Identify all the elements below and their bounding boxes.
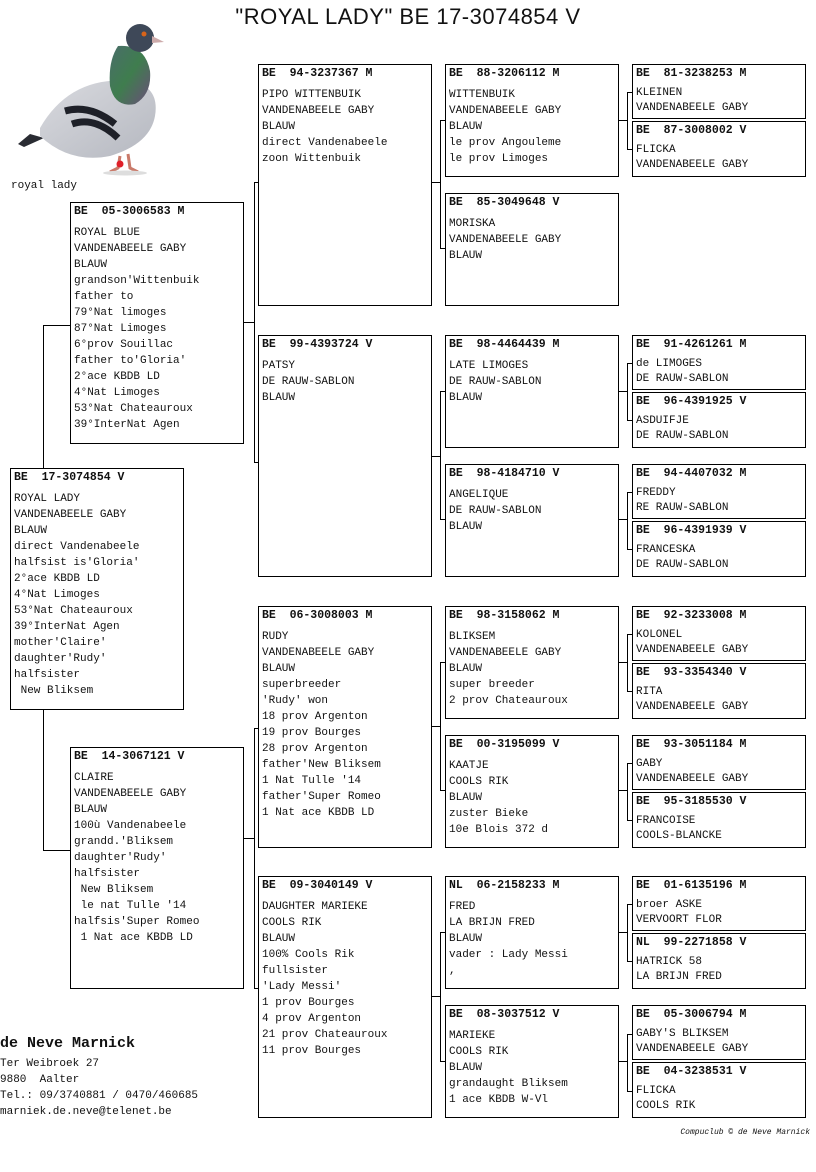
- connector: [432, 996, 440, 997]
- ring-number: BE 93-3051184 M: [636, 738, 747, 751]
- pedigree-box-ss: [258, 64, 432, 306]
- pedigree-line: father to'Gloria': [74, 355, 187, 367]
- pedigree-box-g5: [632, 1062, 806, 1118]
- pedigree-line: MARIEKE: [449, 1030, 496, 1042]
- pedigree-line: VANDENABEELE GABY: [74, 243, 187, 255]
- pedigree-line: 1 Nat ace KBDB LD: [262, 807, 375, 819]
- pedigree-box-main: [10, 468, 184, 710]
- pedigree-line: superbreeder: [262, 679, 342, 691]
- pedigree-line: VANDENABEELE GABY: [74, 788, 187, 800]
- pedigree-line: New Bliksem: [74, 884, 154, 896]
- pedigree-box-dam: [70, 747, 244, 989]
- pedigree-line: halfsist is'Gloria': [14, 557, 140, 569]
- ring-number: BE 08-3037512 V: [449, 1008, 560, 1021]
- pedigree-line: zuster Bieke: [449, 808, 529, 820]
- pedigree-line: 10e Blois 372 d: [449, 824, 549, 836]
- connector: [43, 325, 70, 326]
- pedigree-box-g5: [632, 335, 806, 390]
- pedigree-line: VANDENABEELE GABY: [636, 1043, 749, 1055]
- ring-number: NL 99-2271858 V: [636, 936, 747, 949]
- connector: [432, 456, 440, 457]
- pedigree-line: halfsister: [14, 669, 81, 681]
- pedigree-line: 28 prov Argenton: [262, 743, 368, 755]
- pedigree-box-sss: [445, 64, 619, 177]
- ring-number: BE 98-3158062 M: [449, 609, 560, 622]
- pedigree-line: BLAUW: [262, 392, 296, 404]
- connector: [619, 120, 627, 121]
- pedigree-line: LATE LIMOGES: [449, 360, 529, 372]
- pedigree-line: 53°Nat Chateauroux: [14, 605, 133, 617]
- pedigree-line: ,: [449, 965, 456, 977]
- pedigree-line: FRED: [449, 901, 476, 913]
- owner-info: [0, 1035, 198, 1120]
- pedigree-line: VANDENABEELE GABY: [636, 159, 749, 171]
- pedigree-line: BLAUW: [449, 933, 483, 945]
- pedigree-box-sire: [70, 202, 244, 444]
- pedigree-line: 1 Nat Tulle '14: [262, 775, 362, 787]
- ring-number: BE 91-4261261 M: [636, 338, 747, 351]
- pedigree-line: direct Vandenabeele: [14, 541, 140, 553]
- pedigree-line: FRANCOISE: [636, 815, 696, 827]
- pedigree-line: DE RAUW-SABLON: [449, 505, 542, 517]
- pedigree-line: 1 Nat ace KBDB LD: [74, 932, 193, 944]
- pedigree-box-ssd: [445, 193, 619, 306]
- pedigree-line: 11 prov Bourges: [262, 1045, 362, 1057]
- pedigree-line: 4°Nat Limoges: [14, 589, 100, 601]
- pedigree-line: BLAUW: [449, 521, 483, 533]
- ring-number: BE 88-3206112 M: [449, 67, 560, 80]
- ring-number: BE 93-3354340 V: [636, 666, 747, 679]
- pedigree-box-sd: [258, 335, 432, 577]
- pedigree-line: COOLS RIK: [449, 1046, 509, 1058]
- pedigree-line: 'Rudy' won: [262, 695, 329, 707]
- pedigree-line: WITTENBUIK: [449, 89, 516, 101]
- pedigree-line: KLEINEN: [636, 87, 683, 99]
- pedigree-line: GABY: [636, 758, 663, 770]
- pedigree-line: KAATJE: [449, 760, 489, 772]
- pedigree-line: BLAUW: [449, 121, 483, 133]
- connector: [440, 391, 441, 519]
- pedigree-line: BLAUW: [74, 804, 108, 816]
- pedigree-line: FLICKA: [636, 1085, 676, 1097]
- pedigree-line: 1 prov Bourges: [262, 997, 355, 1009]
- pedigree-line: DE RAUW-SABLON: [636, 373, 729, 385]
- pedigree-line: 4°Nat Limoges: [74, 387, 160, 399]
- pedigree-line: vader : Lady Messi: [449, 949, 568, 961]
- connector: [254, 728, 255, 988]
- pedigree-box-g5: [632, 876, 806, 931]
- pigeon-photo: [10, 16, 170, 176]
- pedigree-line: 21 prov Chateauroux: [262, 1029, 388, 1041]
- pedigree-title: "ROYAL LADY" BE 17-3074854 V: [235, 4, 581, 29]
- ring-number: BE 95-3185530 V: [636, 795, 747, 808]
- pedigree-line: BLAUW: [262, 933, 296, 945]
- connector: [244, 322, 254, 323]
- owner-email: marniek.de.neve@telenet.be: [0, 1106, 172, 1118]
- connector: [627, 634, 628, 691]
- pedigree-box-dd: [258, 876, 432, 1118]
- pedigree-line: LA BRIJN FRED: [449, 917, 535, 929]
- connector: [43, 325, 44, 468]
- footer-credit: Compuclub © de Neve Marnick: [680, 1128, 810, 1137]
- connector: [627, 363, 628, 420]
- connector: [432, 182, 440, 183]
- pedigree-line: grandd.'Bliksem: [74, 836, 174, 848]
- ring-number: BE 09-3040149 V: [262, 879, 373, 892]
- ring-number: BE 81-3238253 M: [636, 67, 747, 80]
- pedigree-box-g5: [632, 1005, 806, 1060]
- pedigree-line: PIPO WITTENBUIK: [262, 89, 362, 101]
- pedigree-line: 4 prov Argenton: [262, 1013, 362, 1025]
- ring-number: BE 17-3074854 V: [14, 471, 125, 484]
- connector: [619, 519, 627, 520]
- ring-number: BE 85-3049648 V: [449, 196, 560, 209]
- pedigree-line: father to: [74, 291, 134, 303]
- owner-name: de Neve Marnick: [0, 1035, 136, 1052]
- pedigree-box-g5: [632, 392, 806, 448]
- pedigree-line: CLAIRE: [74, 772, 114, 784]
- connector: [244, 838, 254, 839]
- pedigree-box-g5: [632, 521, 806, 577]
- connector: [440, 120, 441, 248]
- pedigree-line: le prov Angouleme: [449, 137, 562, 149]
- pedigree-line: BLAUW: [262, 121, 296, 133]
- pedigree-line: halfsister: [74, 868, 141, 880]
- pedigree-line: MORISKA: [449, 218, 496, 230]
- pedigree-line: VANDENABEELE GABY: [14, 509, 127, 521]
- ring-number: BE 87-3008002 V: [636, 124, 747, 137]
- connector: [619, 932, 627, 933]
- pedigree-box-sdd: [445, 464, 619, 577]
- pedigree-line: 2 prov Chateauroux: [449, 695, 568, 707]
- pedigree-line: 39°InterNat Agen: [14, 621, 120, 633]
- pedigree-line: RUDY: [262, 631, 289, 643]
- pedigree-line: BLAUW: [449, 792, 483, 804]
- pedigree-line: VANDENABEELE GABY: [636, 701, 749, 713]
- ring-number: BE 94-4407032 M: [636, 467, 747, 480]
- pedigree-line: COOLS RIK: [262, 917, 322, 929]
- pedigree-line: grandaught Bliksem: [449, 1078, 568, 1090]
- pedigree-line: direct Vandenabeele: [262, 137, 388, 149]
- ring-number: BE 94-3237367 M: [262, 67, 373, 80]
- pedigree-line: ROYAL LADY: [14, 493, 81, 505]
- ring-number: BE 04-3238531 V: [636, 1065, 747, 1078]
- ring-number: BE 98-4464439 M: [449, 338, 560, 351]
- pedigree-line: 53°Nat Chateauroux: [74, 403, 193, 415]
- connector: [432, 726, 440, 727]
- connector: [440, 662, 441, 790]
- pedigree-box-dsd: [445, 735, 619, 848]
- pedigree-box-dds: [445, 876, 619, 989]
- pedigree-line: daughter'Rudy': [74, 852, 167, 864]
- pedigree-line: DE RAUW-SABLON: [449, 376, 542, 388]
- pedigree-line: VANDENABEELE GABY: [636, 102, 749, 114]
- connector: [627, 92, 628, 149]
- connector: [440, 932, 441, 1061]
- pedigree-line: 1 ace KBDB W-Vl: [449, 1094, 549, 1106]
- connector: [619, 662, 627, 663]
- pedigree-line: broer ASKE: [636, 899, 703, 911]
- pedigree-box-g5: [632, 464, 806, 519]
- pedigree-line: New Bliksem: [14, 685, 94, 697]
- pedigree-line: 2°ace KBDB LD: [14, 573, 100, 585]
- pedigree-line: BLAUW: [14, 525, 48, 537]
- pedigree-line: ROYAL BLUE: [74, 227, 141, 239]
- pedigree-line: GABY'S BLIKSEM: [636, 1028, 729, 1040]
- ring-number: BE 92-3233008 M: [636, 609, 747, 622]
- pedigree-line: fullsister: [262, 965, 329, 977]
- connector: [254, 182, 255, 462]
- pedigree-line: 2°ace KBDB LD: [74, 371, 160, 383]
- owner-phone: Tel.: 09/3740881 / 0470/460685: [0, 1090, 199, 1102]
- pedigree-line: VANDENABEELE GABY: [262, 647, 375, 659]
- pedigree-line: KOLONEL: [636, 629, 683, 641]
- pedigree-line: VANDENABEELE GABY: [449, 105, 562, 117]
- pedigree-line: VANDENABEELE GABY: [262, 105, 375, 117]
- connector: [619, 1061, 627, 1062]
- pedigree-line: super breeder: [449, 679, 535, 691]
- pedigree-box-g5: [632, 933, 806, 989]
- pedigree-box-dss: [445, 606, 619, 719]
- pedigree-line: COOLS RIK: [636, 1100, 696, 1112]
- pedigree-line: BLAUW: [449, 1062, 483, 1074]
- pedigree-box-g5: [632, 663, 806, 719]
- connector: [619, 391, 627, 392]
- pedigree-line: VANDENABEELE GABY: [636, 773, 749, 785]
- ring-number: BE 05-3006794 M: [636, 1008, 747, 1021]
- ring-number: BE 14-3067121 V: [74, 750, 185, 763]
- pedigree-line: COOLS-BLANCKE: [636, 830, 722, 842]
- ring-number: BE 06-3008003 M: [262, 609, 373, 622]
- pedigree-line: 87°Nat Limoges: [74, 323, 167, 335]
- ring-number: BE 01-6135196 M: [636, 879, 747, 892]
- owner-address1: Ter Weibroek 27: [0, 1058, 100, 1070]
- pedigree-box-g5: [632, 735, 806, 790]
- pedigree-line: father'New Bliksem: [262, 759, 381, 771]
- ring-number: BE 96-4391939 V: [636, 524, 747, 537]
- pedigree-box-g5: [632, 64, 806, 119]
- pedigree-line: LA BRIJN FRED: [636, 971, 722, 983]
- pedigree-line: le nat Tulle '14: [74, 900, 187, 912]
- pedigree-line: le prov Limoges: [449, 153, 549, 165]
- connector: [627, 763, 628, 820]
- pedigree-line: DE RAUW-SABLON: [262, 376, 355, 388]
- pedigree-line: 'Lady Messi': [262, 981, 342, 993]
- pedigree-box-sds: [445, 335, 619, 448]
- pedigree-line: 18 prov Argenton: [262, 711, 368, 723]
- pedigree-line: BLIKSEM: [449, 631, 496, 643]
- connector: [627, 1034, 628, 1091]
- pedigree-line: DE RAUW-SABLON: [636, 430, 729, 442]
- pedigree-line: zoon Wittenbuik: [262, 153, 362, 165]
- pedigree-line: 100% Cools Rik: [262, 949, 355, 961]
- pedigree-line: FRANCESKA: [636, 544, 696, 556]
- pedigree-line: COOLS RIK: [449, 776, 509, 788]
- pedigree-line: ANGELIQUE: [449, 489, 509, 501]
- pedigree-box-ddd: [445, 1005, 619, 1118]
- pedigree-line: DAUGHTER MARIEKE: [262, 901, 368, 913]
- pedigree-line: BLAUW: [449, 392, 483, 404]
- pedigree-line: BLAUW: [449, 663, 483, 675]
- pedigree-line: RE RAUW-SABLON: [636, 502, 729, 514]
- pedigree-line: de LIMOGES: [636, 358, 703, 370]
- pedigree-line: halfsis'Super Romeo: [74, 916, 200, 928]
- ring-number: BE 05-3006583 M: [74, 205, 185, 218]
- pedigree-line: BLAUW: [262, 663, 296, 675]
- photo-caption: royal lady: [11, 180, 78, 192]
- pedigree-line: DE RAUW-SABLON: [636, 559, 729, 571]
- pedigree-line: 100ù Vandenabeele: [74, 820, 187, 832]
- pedigree-line: VANDENABEELE GABY: [636, 644, 749, 656]
- pedigree-line: VANDENABEELE GABY: [449, 234, 562, 246]
- connector: [43, 709, 44, 851]
- ring-number: BE 96-4391925 V: [636, 395, 747, 408]
- pedigree-line: PATSY: [262, 360, 296, 372]
- pedigree-box-g5: [632, 792, 806, 848]
- connector: [619, 790, 627, 791]
- pedigree-line: VERVOORT FLOR: [636, 914, 722, 926]
- pedigree-line: father'Super Romeo: [262, 791, 381, 803]
- connector: [43, 850, 70, 851]
- pedigree-line: HATRICK 58: [636, 956, 703, 968]
- pedigree-line: 39°InterNat Agen: [74, 419, 180, 431]
- connector: [627, 492, 628, 549]
- pedigree-box-g5: [632, 121, 806, 177]
- pedigree-line: RITA: [636, 686, 663, 698]
- ring-number: BE 99-4393724 V: [262, 338, 373, 351]
- pedigree-line: 79°Nat limoges: [74, 307, 167, 319]
- connector: [627, 904, 628, 961]
- pedigree-line: mother'Claire': [14, 637, 107, 649]
- pedigree-line: FLICKA: [636, 144, 676, 156]
- pedigree-line: VANDENABEELE GABY: [449, 647, 562, 659]
- ring-number: BE 00-3195099 V: [449, 738, 560, 751]
- pedigree-line: BLAUW: [449, 250, 483, 262]
- ring-number: NL 06-2158233 M: [449, 879, 560, 892]
- pedigree-line: FREDDY: [636, 487, 676, 499]
- pedigree-line: 6°prov Souillac: [74, 339, 174, 351]
- pedigree-box-g5: [632, 606, 806, 661]
- owner-address2: 9880 Aalter: [0, 1074, 80, 1086]
- pedigree-line: 19 prov Bourges: [262, 727, 362, 739]
- ring-number: BE 98-4184710 V: [449, 467, 560, 480]
- pedigree-line: daughter'Rudy': [14, 653, 107, 665]
- pedigree-line: BLAUW: [74, 259, 108, 271]
- pedigree-box-ds: [258, 606, 432, 848]
- pedigree-line: ASDUIFJE: [636, 415, 689, 427]
- pedigree-line: grandson'Wittenbuik: [74, 275, 200, 287]
